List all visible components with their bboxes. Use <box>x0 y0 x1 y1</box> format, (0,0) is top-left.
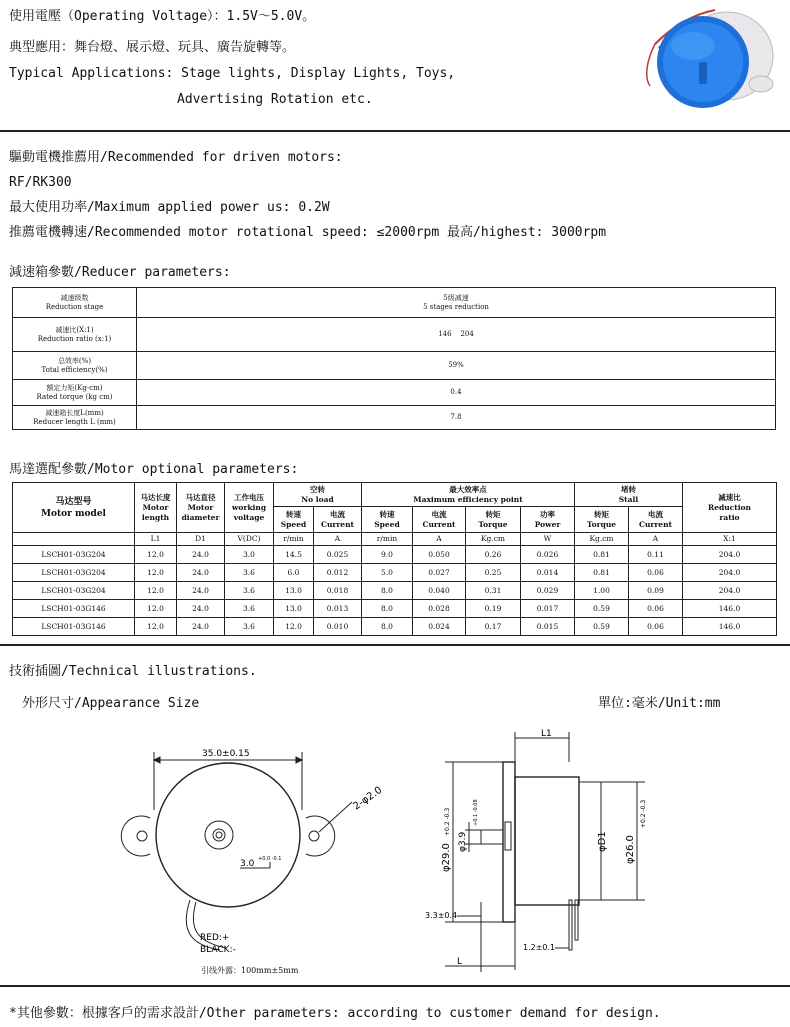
motor-can <box>515 777 579 905</box>
value-cell: 0.25 <box>466 564 521 582</box>
recommend-motor: RF/RK300 <box>9 175 72 190</box>
model-cell: LSCH01-03G204 <box>13 582 135 600</box>
value-cell: 0.17 <box>466 618 521 636</box>
value-cell: 0.06 <box>629 564 683 582</box>
maxeff-header-en: Maximum efficiency point <box>413 494 523 504</box>
model-cell: LSCH01-03G204 <box>13 546 135 564</box>
wire-black-label: BLACK:- <box>200 945 236 955</box>
recommend-speed: 推薦電機轉速/Recommended motor rotational speed: ≤2000rpm 最高/highest: 3000rpm <box>9 225 607 240</box>
value-cell: 0.014 <box>521 564 575 582</box>
row-label-en: Rated torque (kg cm) <box>36 392 113 401</box>
stall-current-header: 电流 Current <box>629 507 683 533</box>
left-mount-hole <box>137 831 147 841</box>
value-cell: 12.0 <box>135 618 177 636</box>
value-cell: 0.040 <box>413 582 466 600</box>
shaft-inner <box>213 829 225 841</box>
value-cell: 12.0 <box>135 600 177 618</box>
value-cell: 0.06 <box>629 618 683 636</box>
d26-label: φ26.0 <box>625 835 636 864</box>
table-row <box>13 352 776 380</box>
stall-header-cn: 堵转 <box>621 484 636 494</box>
value-cell: 1.00 <box>575 582 629 600</box>
shaft-dimension: 3.0 <box>240 859 255 869</box>
value-cell: 14.5 <box>274 546 314 564</box>
value-cell: 8.0 <box>362 582 413 600</box>
l1-label: L1 <box>541 729 552 739</box>
value-cell: 0.81 <box>575 564 629 582</box>
table-row <box>13 564 777 582</box>
value-cell: 146.0 <box>683 600 777 618</box>
table-row <box>13 318 776 352</box>
unit-cell: Kg.cm <box>575 533 629 546</box>
units-row <box>13 533 777 546</box>
value-cell: 24.0 <box>177 546 225 564</box>
row-label-en: Reduction stage <box>45 302 104 311</box>
d39-label: φ3.9 <box>458 831 468 852</box>
table-row <box>13 380 776 406</box>
value-cell: 12.0 <box>135 564 177 582</box>
side-view-drawing <box>405 722 665 977</box>
value-cell: 146.0 <box>683 618 777 636</box>
shaft <box>481 830 503 844</box>
front-view-drawing <box>120 740 385 980</box>
table-row <box>13 582 777 600</box>
row-label-en: Reducer length L (mm) <box>33 417 116 426</box>
d26-tolerance: +0.2 -0.3 <box>640 799 647 828</box>
value-cell: 0.013 <box>314 600 362 618</box>
value-cell: 8.0 <box>362 600 413 618</box>
value-cell: 0.59 <box>575 600 629 618</box>
value-cell: 0.029 <box>521 582 575 600</box>
length-header: 马达长度 Motor length <box>135 483 177 533</box>
row-label-cn: 减速比(X:1) <box>55 325 94 334</box>
maxeff-torque-header: 转矩 Torque <box>466 507 521 533</box>
row-label-cn: 额定力矩(Kg-cm) <box>46 383 103 392</box>
row-label-cn: 总效率(%) <box>57 356 92 365</box>
shaft-center <box>216 832 222 838</box>
wire-red-label: RED:+ <box>200 933 230 943</box>
value-cell: 0.024 <box>413 618 466 636</box>
row-value: 7.8 <box>450 413 462 421</box>
value-cell: 0.026 <box>521 546 575 564</box>
row-value: 146 204 <box>438 330 474 338</box>
value-cell: 0.06 <box>629 600 683 618</box>
unit-cell: r/min <box>362 533 413 546</box>
model-cell: LSCH01-03G146 <box>13 618 135 636</box>
value-cell: 6.0 <box>274 564 314 582</box>
maxeff-current-header: 电流 Current <box>413 507 466 533</box>
table-row <box>13 546 777 564</box>
value-cell: 12.0 <box>135 546 177 564</box>
value-cell: 3.6 <box>225 618 274 636</box>
d39-tolerance: +0.1 -0.08 <box>473 799 479 826</box>
reducer-table <box>12 287 776 430</box>
value-cell: 8.0 <box>362 618 413 636</box>
unit-cell: A <box>314 533 362 546</box>
unit-cell: A <box>413 533 466 546</box>
value-cell: 5.0 <box>362 564 413 582</box>
applications-cn: 典型應用：舞台燈、展示燈、玩具、廣告旋轉等。 <box>9 40 296 55</box>
unit-label: 單位:毫米/Unit:mm <box>598 696 721 711</box>
value-cell: 204.0 <box>683 564 777 582</box>
model-cell: LSCH01-03G146 <box>13 600 135 618</box>
reducer-title: 減速箱參數/Reducer parameters: <box>9 265 231 280</box>
value-cell: 13.0 <box>274 600 314 618</box>
voltage-header: 工作电压 working voltage <box>225 483 274 533</box>
row-label-en: Total efficiency(%) <box>41 365 108 374</box>
diameter-header: 马达直径 Motor diameter <box>177 483 225 533</box>
value-cell: 0.26 <box>466 546 521 564</box>
value-cell: 3.6 <box>225 564 274 582</box>
l-label: L <box>457 957 463 967</box>
shaft-collar <box>505 822 511 850</box>
row-label-en: Reduction ratio (x:1) <box>37 334 112 343</box>
value-cell: 0.015 <box>521 618 575 636</box>
d12-label: 1.2±0.1 <box>523 943 556 952</box>
noload-current-header: 电流 Current <box>314 507 362 533</box>
value-cell: 3.6 <box>225 600 274 618</box>
maxeff-power-header: 功率 Power <box>521 507 575 533</box>
stall-torque-header: 转矩 Torque <box>575 507 629 533</box>
value-cell: 24.0 <box>177 600 225 618</box>
unit-cell: V(DC) <box>225 533 274 546</box>
row-value: 5级减速 <box>443 293 469 302</box>
right-mount-hole <box>309 831 319 841</box>
maxeff-header-cn: 最大效率点 <box>449 484 487 494</box>
d1-label: φD1 <box>597 831 608 852</box>
value-cell: 0.050 <box>413 546 466 564</box>
maxeff-speed-header: 转速 Speed <box>362 507 413 533</box>
model-header-cn: 马达型号 <box>55 496 92 507</box>
lead-length-label: 引线外露：100mm±5mm <box>201 966 299 975</box>
unit-cell: L1 <box>135 533 177 546</box>
shaft-tolerance: +0.0 -0.1 <box>258 856 282 862</box>
table-row <box>13 618 777 636</box>
value-cell: 0.025 <box>314 546 362 564</box>
table-row <box>13 600 777 618</box>
table-header-row <box>13 483 777 507</box>
width-dimension: 35.0±0.15 <box>202 749 250 759</box>
appearance-title: 外形尺寸/Appearance Size <box>22 696 200 711</box>
left-ear <box>121 816 150 856</box>
value-cell: 0.11 <box>629 546 683 564</box>
motor-photo <box>615 4 785 112</box>
row-label-cn: 减速箱长度L(mm) <box>45 408 104 417</box>
motor-body-outline <box>156 763 300 907</box>
recommend-power: 最大使用功率/Maximum applied power us: 0.2W <box>9 200 330 215</box>
value-cell: 0.59 <box>575 618 629 636</box>
model-header-en: Motor model <box>41 508 106 519</box>
value-cell: 204.0 <box>683 546 777 564</box>
value-cell: 0.018 <box>314 582 362 600</box>
ratio-header: 减速比 Reduction ratio <box>683 483 777 533</box>
unit-cell: A <box>629 533 683 546</box>
terminal-2 <box>575 900 578 940</box>
value-cell: 0.010 <box>314 618 362 636</box>
value-cell: 0.81 <box>575 546 629 564</box>
value-cell: 3.6 <box>225 582 274 600</box>
value-cell: 0.012 <box>314 564 362 582</box>
value-cell: 0.017 <box>521 600 575 618</box>
hole-dimension: 2-φ2.0 <box>351 784 385 813</box>
d33-label: 3.3±0.4 <box>425 911 458 920</box>
row-value: 0.4 <box>450 388 462 396</box>
d29-tolerance: +0.2 -0.3 <box>444 807 451 836</box>
value-cell: 12.0 <box>135 582 177 600</box>
d29-label: φ29.0 <box>441 843 452 872</box>
unit-cell: Kg.cm <box>466 533 521 546</box>
applications-en-2: Advertising Rotation etc. <box>177 92 373 107</box>
row-value: 59% <box>448 361 464 369</box>
value-cell: 204.0 <box>683 582 777 600</box>
stall-header-en: Stall <box>618 494 639 504</box>
applications-en-1: Typical Applications: Stage lights, Display Lights, Toys, <box>9 66 456 81</box>
footer-note: *其他參數：根據客戶的需求設計/Other parameters: according to customer demand for design. <box>9 1006 661 1021</box>
value-cell: 24.0 <box>177 564 225 582</box>
value-cell: 0.31 <box>466 582 521 600</box>
value-cell: 13.0 <box>274 582 314 600</box>
unit-cell: W <box>521 533 575 546</box>
row-label-cn: 减速级数 <box>60 293 89 302</box>
table-row <box>13 288 776 318</box>
value-cell: 0.027 <box>413 564 466 582</box>
motor-params-table <box>12 482 777 636</box>
operating-voltage: 使用電壓（Operating Voltage）：1.5V～5.0V。 <box>9 9 316 24</box>
motor-params-title: 馬達選配參數/Motor optional parameters: <box>9 462 299 477</box>
recommend-title: 驅動電機推薦用/Recommended for driven motors: <box>9 150 343 165</box>
unit-cell: D1 <box>177 533 225 546</box>
terminal-1 <box>569 900 572 950</box>
value-cell: 12.0 <box>274 618 314 636</box>
units-blank <box>13 533 135 546</box>
noload-header-cn: 空转 <box>310 484 325 494</box>
value-cell: 0.09 <box>629 582 683 600</box>
row-value-en: 5 stages reduction <box>423 302 489 311</box>
value-cell: 24.0 <box>177 618 225 636</box>
noload-speed-header: 转速 Speed <box>274 507 314 533</box>
noload-header-en: No load <box>301 494 334 504</box>
table-row <box>13 406 776 430</box>
value-cell: 3.0 <box>225 546 274 564</box>
unit-cell: r/min <box>274 533 314 546</box>
value-cell: 0.028 <box>413 600 466 618</box>
value-cell: 24.0 <box>177 582 225 600</box>
tech-title: 技術插圖/Technical illustrations. <box>9 664 257 679</box>
unit-cell: X:1 <box>683 533 777 546</box>
value-cell: 0.19 <box>466 600 521 618</box>
model-cell: LSCH01-03G204 <box>13 564 135 582</box>
shaft-boss <box>205 821 233 849</box>
value-cell: 9.0 <box>362 546 413 564</box>
hole-dim-leader <box>319 802 352 832</box>
